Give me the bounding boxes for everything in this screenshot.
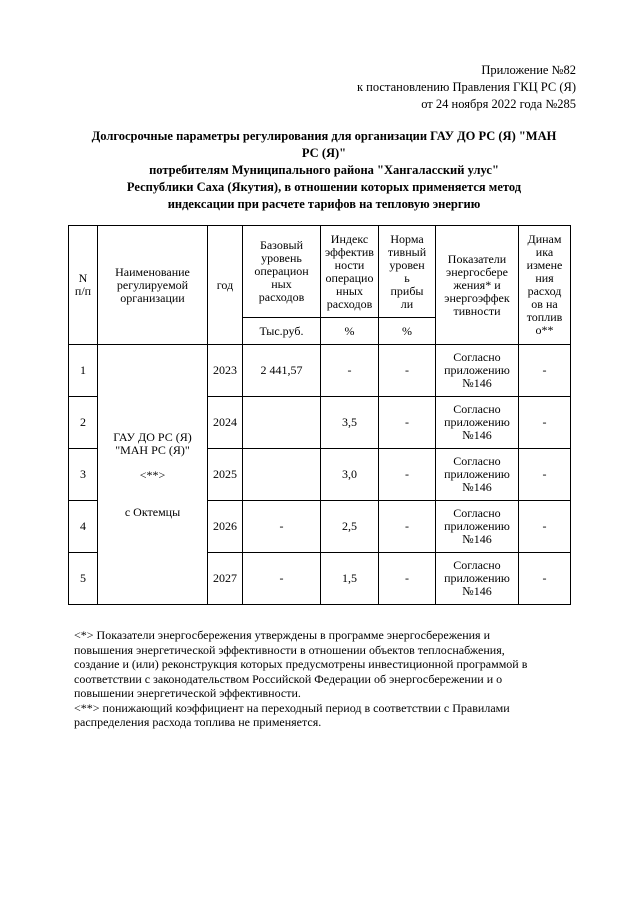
title-line: индексации при расчете тарифов на тепловую энергию [167, 197, 481, 211]
title-line: Республики Саха (Якутия), в отношении которых применяется метод [126, 180, 522, 194]
line: операцио [325, 270, 374, 285]
parameters-table [68, 225, 571, 605]
line: №146 [462, 376, 492, 390]
footnote-fuel-coefficient [74, 701, 574, 730]
line: распределения расхода топлива не применяется. [74, 715, 322, 729]
norm-cell: - [379, 449, 436, 501]
norm-cell: - [379, 553, 436, 605]
organization-line: <**> [139, 467, 166, 482]
appendix-header [357, 62, 576, 113]
line: Наименование [115, 264, 190, 279]
energy-cell [436, 449, 519, 501]
line: Согласно [453, 454, 501, 468]
line: прибы [390, 283, 424, 298]
footnote-energy-saving [74, 628, 574, 701]
appendix-date: от 24 ноября 2022 года №285 [421, 97, 576, 111]
year-cell: 2026 [208, 501, 243, 553]
organization-cell [98, 345, 208, 605]
header-norm [379, 226, 436, 318]
title-line: РС (Я)" [301, 146, 347, 160]
header-energy [436, 226, 519, 345]
line: Согласно [453, 402, 501, 416]
index-cell: 1,5 [321, 553, 379, 605]
energy-cell [436, 345, 519, 397]
line: №146 [462, 428, 492, 442]
norm-cell: - [379, 345, 436, 397]
line: N [78, 271, 88, 285]
row-number: 5 [69, 553, 98, 605]
line: <*> Показатели энергосбережения утверждены в программе энергосбережения и [74, 628, 490, 642]
line: приложению [444, 415, 510, 429]
line: организации [120, 290, 185, 305]
header-index [321, 226, 379, 318]
line: Индекс [330, 231, 369, 246]
base-cell [243, 449, 321, 501]
organization-line: с Октемцы [124, 504, 181, 519]
row-number: 2 [69, 397, 98, 449]
header-org [98, 226, 208, 345]
footnotes [74, 628, 574, 730]
base-cell: 2 441,57 [243, 345, 321, 397]
index-cell: 3,5 [321, 397, 379, 449]
year-cell: 2024 [208, 397, 243, 449]
base-cell: - [243, 501, 321, 553]
line: ли [400, 296, 414, 311]
energy-cell [436, 397, 519, 449]
line: энергоэффек [444, 290, 510, 305]
header-dynamics [519, 226, 571, 345]
line: уровень [261, 251, 302, 265]
year-cell: 2025 [208, 449, 243, 501]
dynamics-cell: - [519, 501, 571, 553]
line: приложению [444, 571, 510, 585]
line: соответствии с законодательством Российской Федерации об энергосбережении и о [74, 671, 503, 686]
line: уровен [389, 257, 425, 272]
organization-line: ГАУ ДО РС (Я) [113, 429, 192, 444]
row-number: 3 [69, 449, 98, 501]
line: энергосбере [446, 264, 508, 279]
line: п/п [74, 284, 92, 298]
dynamics-cell: - [519, 397, 571, 449]
line: тивный [387, 244, 427, 259]
unit-base: Тыс.руб. [243, 318, 321, 345]
dynamics-cell: - [519, 345, 571, 397]
line: №146 [462, 532, 492, 546]
line: расходов [258, 290, 305, 304]
organization-line: "МАН РС (Я)" [115, 442, 190, 457]
line: тивности [453, 303, 501, 318]
line: приложению [444, 467, 510, 481]
norm-cell: - [379, 501, 436, 553]
title-line: Долгосрочные параметры регулирования для организации ГАУ ДО РС (Я) "МАН [91, 129, 557, 143]
line: Динам [527, 232, 562, 246]
year-cell: 2027 [208, 553, 243, 605]
header-num [69, 226, 98, 345]
header-year: год [208, 226, 243, 345]
index-cell: 2,5 [321, 501, 379, 553]
line: <**> понижающий коэффициент на переходный период в соответствии с Правилами [74, 700, 510, 715]
line: жения* и [453, 277, 501, 292]
line: Согласно [453, 558, 501, 572]
appendix-number: Приложение №82 [481, 63, 576, 77]
line: ния [535, 271, 554, 285]
norm-cell: - [379, 397, 436, 449]
line: создание и (или) реконструкция которых предусмотрены инвестиционной программой в [74, 657, 528, 671]
energy-cell [436, 553, 519, 605]
line: ика [535, 245, 554, 259]
index-cell: 3,0 [321, 449, 379, 501]
index-cell: - [321, 345, 379, 397]
line: Показатели [447, 251, 507, 266]
line: повышения энергетической эффективности в отношении объектов теплоснабжения, [74, 642, 505, 657]
line: измене [526, 258, 563, 272]
line: расходов [326, 296, 373, 311]
unit-norm: % [379, 318, 436, 345]
dynamics-cell: - [519, 449, 571, 501]
line: Базовый [259, 238, 304, 252]
line: операцион [254, 264, 309, 278]
table-row [69, 345, 571, 397]
line: №146 [462, 480, 492, 494]
line: о** [535, 323, 554, 337]
base-cell: - [243, 553, 321, 605]
line: эффектив [325, 244, 374, 259]
line: ь [404, 270, 410, 285]
line: повышении энергетической эффективности. [74, 686, 301, 700]
line: нных [336, 283, 363, 298]
row-number: 1 [69, 345, 98, 397]
line: Согласно [453, 506, 501, 520]
line: ных [271, 277, 292, 291]
year-cell: 2023 [208, 345, 243, 397]
dynamics-cell: - [519, 553, 571, 605]
document-title [74, 128, 574, 213]
line: расход [527, 284, 562, 298]
line: топлив [526, 310, 563, 324]
line: №146 [462, 584, 492, 598]
line: ности [334, 257, 365, 272]
header-base [243, 226, 321, 318]
row-number: 4 [69, 501, 98, 553]
title-line: потребителям Муниципального района "Хангаласский улус" [149, 163, 499, 177]
line: Норма [390, 231, 424, 246]
line: регулируемой [116, 277, 189, 292]
unit-index: % [321, 318, 379, 345]
line: приложению [444, 363, 510, 377]
line: приложению [444, 519, 510, 533]
line: Согласно [453, 350, 501, 364]
energy-cell [436, 501, 519, 553]
line: ов на [531, 297, 558, 311]
appendix-resolution: к постановлению Правления ГКЦ РС (Я) [356, 80, 576, 94]
base-cell [243, 397, 321, 449]
